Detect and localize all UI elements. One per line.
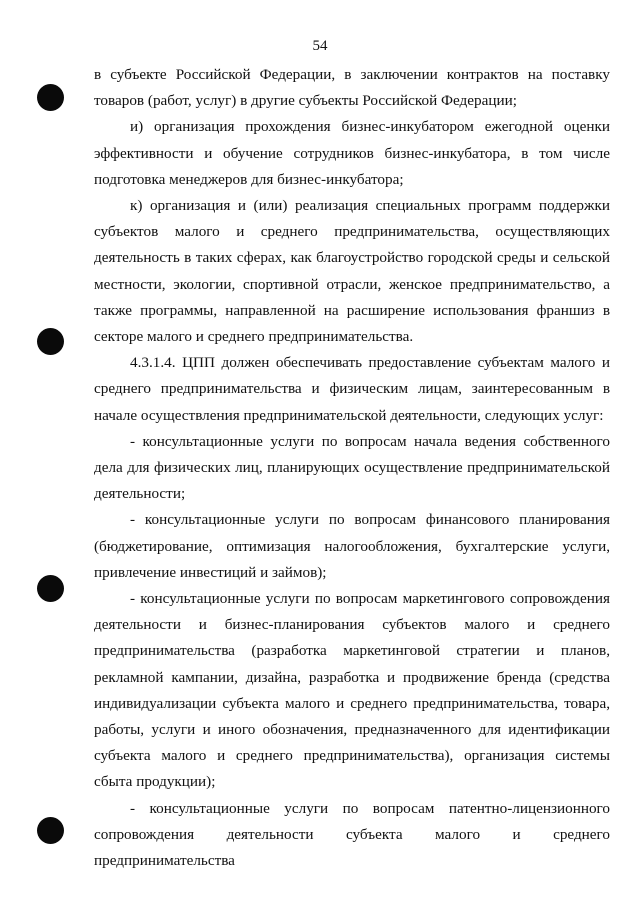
paragraph-item-i: и) организация прохождения бизнес-инкубатором ежегодной оценки эффективности и обучение сотрудников бизнес-инкубатора, в том числе подготовка менеджеров для бизнес-инкубатора; <box>94 118 610 188</box>
binder-hole-1 <box>37 84 64 111</box>
binder-hole-2 <box>37 328 64 355</box>
list-item-startup-consulting: - консультационные услуги по вопросам начала ведения собственного дела для физических лиц, планирующих осуществление предпринимательской деятельности; <box>94 432 610 503</box>
document-body <box>94 62 610 874</box>
paragraph-item-k: к) организация и (или) реализация специальных программ поддержки субъектов малого и среднего предпринимательства, осуществляющих деятельность в таких сферах, как благоустройство городской среды и сельской местности, экологии, спортивной отрасли, женское предпринимательство, а также программы, направленной на расширение использования франшиз в секторе малого и среднего предпринимательства. <box>94 197 610 346</box>
binder-hole-4 <box>37 817 64 844</box>
list-item-financial-consulting: - консультационные услуги по вопросам финансового планирования (бюджетирование, оптимизация налогообложения, бухгалтерские услуги, привлечение инвестиций и займов); <box>94 511 610 581</box>
list-item-patent-consulting: - консультационные услуги по вопросам патентно-лицензионного сопровождения деятельности субъекта малого и среднего предпринимательства <box>94 799 610 870</box>
paragraph-section-4-3-1-4: 4.3.1.4. ЦПП должен обеспечивать предоставление субъектам малого и среднего предпринимательства и физическим лицам, заинтересованным в начале осуществления предпринимательской деятельности, следующих услуг: <box>94 354 610 424</box>
page-number: 54 <box>312 38 328 54</box>
binder-hole-3 <box>37 575 64 602</box>
paragraph-continuation: в субъекте Российской Федерации, в заключении контрактов на поставку товаров (работ, услуг) в другие субъекты Российской Федерации; <box>94 66 610 110</box>
list-item-marketing-consulting: - консультационные услуги по вопросам маркетингового сопровождения деятельности и бизнес-планирования субъектов малого и среднего предпринимательства (разработка маркетинговой стратегии и планов, рекламной кампании, дизайна, разработка и продвижение бренда (средства индивидуализации субъекта малого и среднего предпринимательства, товара, работы, услуги и иного обозначения, предназначенного для идентификации субъекта малого и среднего предпринимательства), организация системы сбыта продукции); <box>94 590 610 791</box>
